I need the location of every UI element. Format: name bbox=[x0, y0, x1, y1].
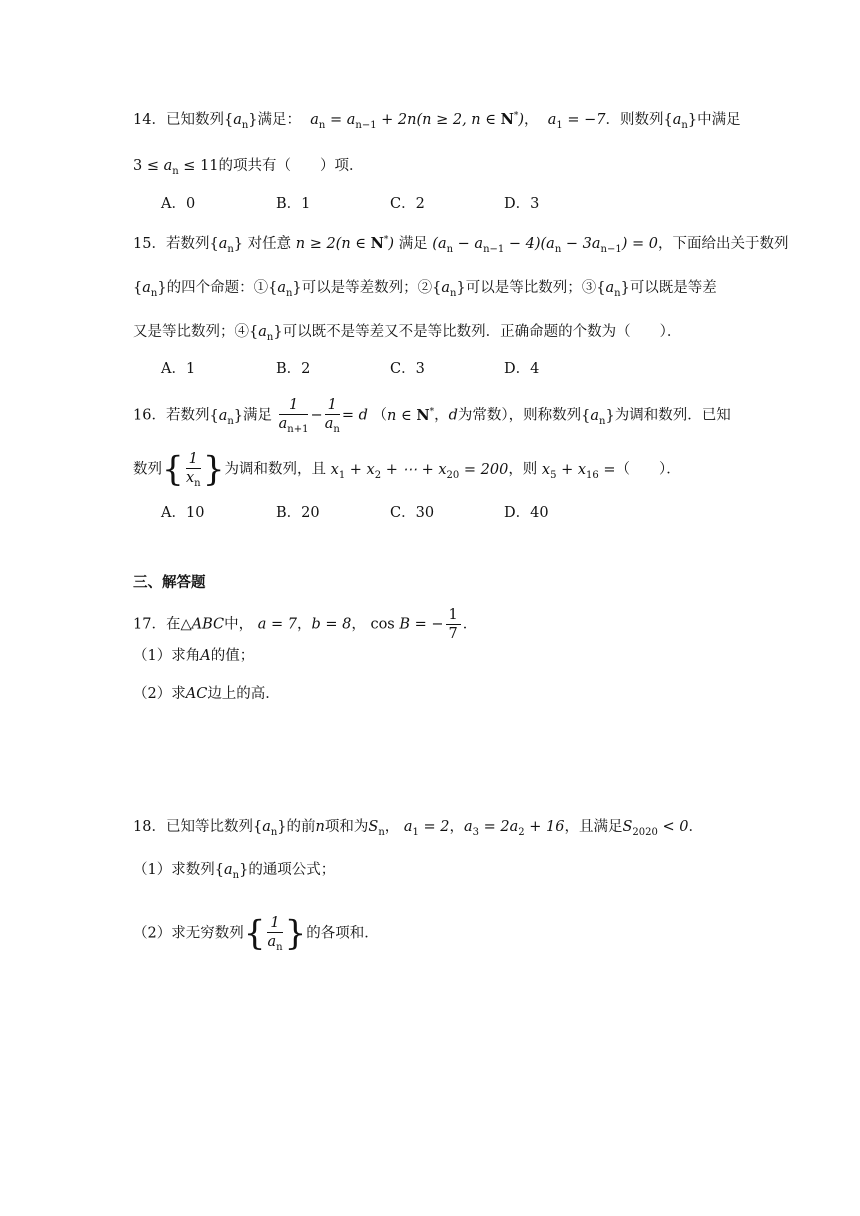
q18-part1: （1）求数列$\{a_n\}$的通项公式； bbox=[133, 862, 336, 881]
q16-option-c: C．30 bbox=[390, 505, 435, 521]
section-heading: 三、解答题 bbox=[133, 574, 206, 591]
q16-option-d: D．40 bbox=[504, 505, 549, 521]
q14-option-d: D．3 bbox=[504, 196, 540, 212]
q15-option-a: A．1 bbox=[161, 361, 196, 377]
q15-line1: 15．若数列$\{a_n\}$ 对任意 n ≥ 2(n ∈ N*) 满足 $(a_n - a_{n-1} - 4)(a_n - 3a_{n-1}) = 0$，下面给出关于数列 bbox=[133, 235, 789, 255]
q14-option-a: A．0 bbox=[161, 196, 196, 212]
q14-line1: 14．已知数列$\{a_n\}$满足： $a_n = a_{n-1} + 2n(n \ge 2$, n ∈ N*)， $a_1 = -7$．则数列$\{a_n\}$中满足 bbox=[133, 111, 741, 131]
math-sequence-an: $\{a_n\}$ bbox=[223, 112, 258, 131]
q17-part1: （1）求角A的值； bbox=[133, 648, 255, 664]
q16-line2: 数列{ $\frac{1}{x_n}$ }为调和数列，且 $x_1 + x_2$ + ⋯ + $x_{20} = 200$，则 $x_5 + x_{16}$ =（ ）． bbox=[133, 449, 681, 490]
q16-option-b: B．20 bbox=[276, 505, 320, 521]
q16-option-a: A．10 bbox=[161, 505, 205, 521]
q14-line2: $3 \le a_n \le 11$的项共有（ ）项． bbox=[133, 158, 364, 177]
q16-line1: 16．若数列$\{a_n\}$满足 $\frac{1}{a_{n+1}}$ − $\frac{1}{a_n}$ = d （n ∈ N*，d为常数），则称数列$\{a_n\}$为调和数列．已知 bbox=[133, 397, 731, 435]
math-recurrence: $a_n = a_{n-1} + 2n(n \ge 2$, n ∈ N*) bbox=[305, 111, 525, 131]
q15-line2: $\{a_n\}$的四个命题：$①\{a_n\}$可以是等差数列；$②\{a_n\}$可以是等比数列；$③\{a_n\}$可以既是等差 bbox=[133, 280, 717, 299]
q14-option-b: B．1 bbox=[276, 196, 311, 212]
math-a1: $a_1 = -7$ bbox=[543, 112, 606, 131]
q17-part2: （2）求AC边上的高． bbox=[133, 686, 280, 702]
q15-line3: 又是等比数列；$④\{a_n\}$可以既不是等差又不是等比数列．正确命题的个数为（ ）． bbox=[133, 324, 682, 343]
q17-line1: 17．在△ABC中， a = 7，b = 8， cos B = − $\frac{1}{7}$ ． bbox=[133, 607, 478, 642]
q14-option-c: C．2 bbox=[390, 196, 425, 212]
q15-option-b: B．2 bbox=[276, 361, 311, 377]
q18-line1: 18．已知等比数列$\{a_n\}$的前n项和为$S_n$， $a_1 = 2$，$a_3 = 2a_2 + 16$，且满足$S_{2020} < 0$． bbox=[133, 819, 703, 838]
q15-option-d: D．4 bbox=[504, 361, 540, 377]
q15-option-c: C．3 bbox=[390, 361, 425, 377]
q18-part2: （2）求无穷数列{ $\frac{1}{a_n}$ }的各项和． bbox=[133, 913, 379, 954]
